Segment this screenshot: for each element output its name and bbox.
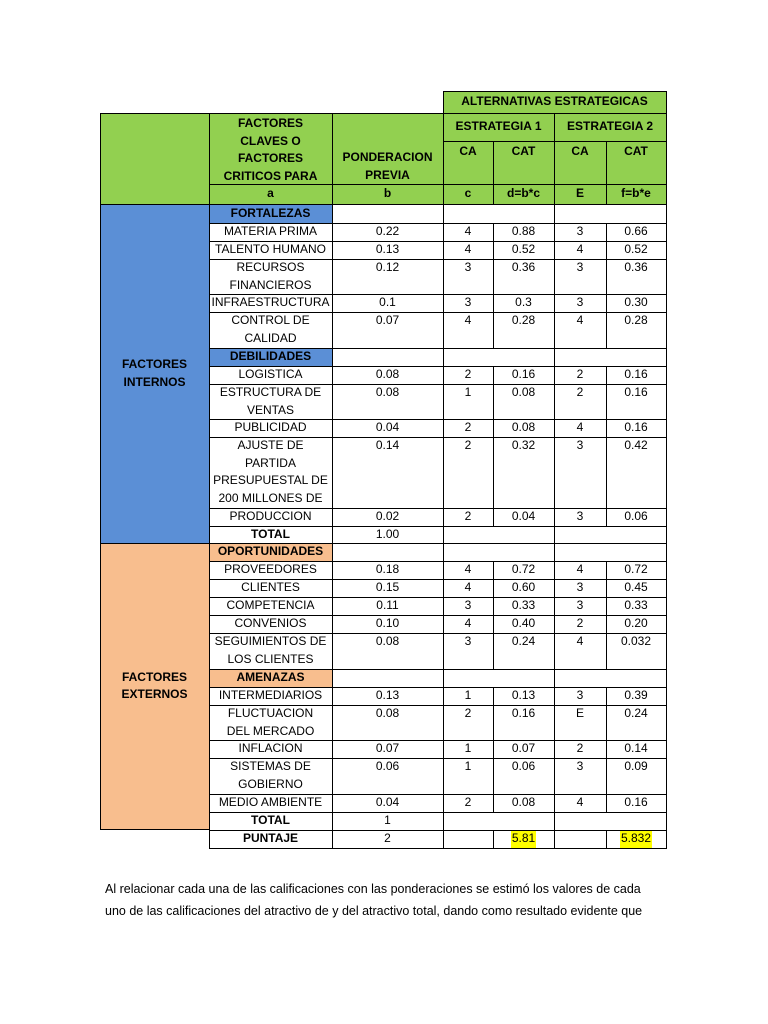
grid-line (209, 223, 667, 224)
weight-cell: 0.07 (375, 741, 400, 755)
weight-cell: 0.07 (375, 313, 400, 327)
ca2-cell: 2 (576, 367, 584, 381)
grid-line (606, 141, 607, 205)
grid-line (606, 687, 607, 813)
grid-line (100, 113, 667, 114)
cat1-cell: 0.08 (511, 795, 536, 809)
ca1-cell: 1 (464, 385, 472, 399)
grid-line (606, 223, 607, 349)
grid-line (209, 597, 667, 598)
factor-cell: CONVENIOS (234, 616, 307, 630)
ca2-cell: 3 (576, 598, 584, 612)
weight-cell: 1 (384, 813, 391, 827)
factor-cell: RECURSOS FINANCIEROS (229, 260, 312, 292)
cat2-total-highlight: 5.832 (620, 830, 652, 848)
factor-cell: CONTROL DE CALIDAD (231, 313, 310, 345)
factor-cell: TALENTO HUMANO (215, 242, 326, 256)
ca1-cell: 4 (464, 224, 472, 238)
ca2-cell: 3 (576, 759, 584, 773)
grid-line (100, 113, 101, 830)
grid-line (209, 812, 667, 813)
factor-cell: COMPETENCIA (226, 598, 315, 612)
weight-cell: 1.00 (375, 527, 400, 541)
cat1-cell: 0.33 (511, 598, 536, 612)
grid-line (209, 830, 667, 831)
cat1-total-cell (493, 830, 554, 848)
alternatives-header: ALTERNATIVAS ESTRATEGICAS (443, 91, 666, 113)
weight-cell: 0.06 (375, 759, 400, 773)
total-label: TOTAL (251, 813, 290, 827)
factor-cell: INFRAESTRUCTURA (211, 295, 330, 309)
factor-cell: FLUCTUACION DEL MERCADO (226, 706, 315, 738)
cat1-cell: 0.72 (511, 562, 536, 576)
factor-cell: PUBLICIDAD (234, 420, 307, 434)
grid-line (209, 687, 667, 688)
grid-line (209, 241, 667, 242)
paragraph-line: uno de las calificaciones del atractivo de y del atractivo total, dando como resultado evidente que (105, 904, 643, 918)
factor-cell: SISTEMAS DE GOBIERNO (230, 759, 311, 791)
cat1-cell: 0.40 (511, 616, 536, 630)
weight-cell: 0.1 (379, 295, 396, 309)
grid-line (209, 294, 667, 295)
ca1-cell: 3 (464, 634, 472, 648)
grid-line (209, 184, 667, 185)
factor-cell: PRODUCCION (229, 509, 312, 523)
ca1-cell: 4 (464, 313, 472, 327)
grid-line (209, 348, 667, 349)
ca2-cell: 4 (576, 634, 584, 648)
ca2-cell: 2 (576, 741, 584, 755)
cat2-cell: 0.20 (624, 616, 648, 630)
cat2-cell: 0.45 (624, 580, 648, 594)
weight-cell: 0.15 (375, 580, 400, 594)
ca1-cell: 1 (464, 688, 472, 702)
cat2-cell: 0.33 (624, 598, 648, 612)
ca2-cell: 3 (576, 438, 584, 452)
grid-line (209, 758, 667, 759)
ca1-cell: 4 (464, 562, 472, 576)
weight-cell: 0.08 (375, 367, 400, 381)
weight-cell: 0.10 (375, 616, 400, 630)
cat1-cell: 0.88 (511, 224, 536, 238)
ca2-cell: 4 (576, 313, 584, 327)
cat2-cell: 0.14 (624, 741, 648, 755)
ca2-cell: 3 (576, 688, 584, 702)
ca2-cell: 4 (576, 562, 584, 576)
ca2-cell: 4 (576, 420, 584, 434)
cat2-cell: 0.52 (624, 242, 648, 256)
factor-cell: CLIENTES (241, 580, 300, 594)
ca1-cell: 2 (464, 420, 472, 434)
cat2-header: CAT (606, 141, 666, 184)
cat1-header: CAT (493, 141, 554, 184)
cat1-cell: 0.16 (511, 706, 536, 720)
grid-line (209, 615, 667, 616)
code-b: b (332, 184, 443, 204)
cat1-cell: 0.60 (511, 580, 536, 594)
weight-cell: 0.08 (375, 634, 400, 648)
weight-cell: 0.08 (375, 706, 400, 720)
grid-line (209, 312, 667, 313)
grid-line (443, 91, 444, 114)
ca1-header: CA (443, 141, 493, 184)
cat2-cell: 0.66 (624, 224, 648, 238)
weight-cell: 0.14 (375, 438, 400, 452)
weight-cell: 0.12 (375, 260, 400, 274)
header-band-left (100, 113, 209, 204)
ca2-cell: 3 (576, 295, 584, 309)
ca2-cell: 3 (576, 224, 584, 238)
weight-cell: 0.04 (375, 795, 400, 809)
grid-line (493, 223, 494, 349)
grid-line (443, 141, 667, 142)
cat2-cell: 0.16 (624, 367, 648, 381)
cat2-cell: 0.72 (624, 562, 648, 576)
grid-line (209, 669, 667, 670)
cat1-cell: 0.13 (511, 688, 536, 702)
factors-header: FACTORES CLAVES O FACTORES CRITICOS PARA (209, 113, 332, 184)
section-oportunidades: OPORTUNIDADES (209, 543, 332, 561)
grid-line (209, 740, 667, 741)
factor-cell: ESTRUCTURA DE VENTAS (219, 385, 322, 417)
grid-line (209, 794, 667, 795)
grid-line (209, 384, 667, 385)
ca1-cell: 4 (464, 242, 472, 256)
section-fortalezas: FORTALEZAS (209, 204, 332, 223)
cat1-cell: 0.32 (511, 438, 536, 452)
ca2-cell: 2 (576, 616, 584, 630)
weight-cell: 0.02 (375, 509, 400, 523)
ca2-cell: 2 (576, 385, 584, 399)
cat2-cell: 0.30 (624, 295, 648, 309)
grid-line (209, 526, 667, 527)
code-a: a (209, 184, 332, 204)
cat2-cell: 0.28 (624, 313, 648, 327)
cat2-total-cell (606, 830, 666, 848)
ca2-cell: 4 (576, 242, 584, 256)
group-internos: FACTORES INTERNOS (100, 204, 209, 543)
weight-cell: 0.13 (375, 242, 400, 256)
grid-line (209, 633, 667, 634)
ca1-cell: 2 (464, 795, 472, 809)
ca1-cell: 2 (464, 438, 472, 452)
factor-cell: SEGUIMIENTOS DE LOS CLIENTES (214, 634, 327, 666)
ca2-cell: E (575, 706, 584, 720)
code-e: E (554, 184, 606, 204)
grid-line (209, 848, 667, 849)
grid-line (209, 437, 667, 438)
cat1-cell: 0.08 (511, 420, 536, 434)
grid-line (209, 705, 667, 706)
ca1-cell: 4 (464, 616, 472, 630)
strategy2-header: ESTRATEGIA 2 (554, 113, 666, 141)
code-d: d=b*c (493, 184, 554, 204)
factor-cell: AJUSTE DE PARTIDA PRESUPUESTAL DE 200 MILLONES DE (213, 438, 328, 505)
grid-line (493, 366, 494, 527)
grid-line (443, 91, 667, 92)
grid-line (209, 508, 667, 509)
cat1-cell: 0.3 (515, 295, 532, 309)
paragraph-line: Al relacionar cada una de las calificaciones con las ponderaciones se estimó los valores de cada (105, 882, 641, 896)
ca1-cell: 1 (464, 759, 472, 773)
ca2-cell: 4 (576, 795, 584, 809)
section-debilidades: DEBILIDADES (209, 348, 332, 366)
ca1-cell: 2 (464, 367, 472, 381)
weight-cell: 0.13 (375, 688, 400, 702)
ca1-cell: 2 (464, 509, 472, 523)
cat1-cell: 0.08 (511, 385, 536, 399)
grid-line (100, 543, 667, 544)
section-amenazas: AMENAZAS (209, 669, 332, 687)
cat1-cell: 0.04 (511, 509, 536, 523)
grid-line (209, 259, 667, 260)
factor-cell: MATERIA PRIMA (223, 224, 318, 238)
grid-line (606, 366, 607, 527)
factor-cell: INTERMEDIARIOS (218, 688, 323, 702)
grid-line (493, 687, 494, 813)
cat2-cell: 0.16 (624, 795, 648, 809)
grid-line (606, 830, 607, 849)
weight-cell: 0.11 (376, 598, 399, 612)
cat1-cell: 0.07 (511, 741, 536, 755)
weight-header: PONDERACION PREVIA (332, 113, 443, 184)
puntaje-label: PUNTAJE (242, 831, 299, 845)
factor-cell: INFLACION (238, 741, 303, 755)
ca2-cell: 3 (576, 260, 584, 274)
weight-cell: 0.08 (375, 385, 400, 399)
cat1-cell: 0.28 (511, 313, 536, 327)
factor-cell: LOGISTICA (238, 367, 303, 381)
cat2-cell: 0.16 (624, 385, 648, 399)
cat2-cell: 0.24 (624, 706, 648, 720)
weight-cell: 0.04 (375, 420, 400, 434)
cat2-cell: 0.09 (624, 759, 648, 773)
grid-line (606, 561, 607, 670)
cat1-cell: 0.06 (511, 759, 536, 773)
ca1-cell: 1 (464, 741, 472, 755)
grid-line (493, 141, 494, 205)
ca1-cell: 3 (464, 598, 472, 612)
code-c: c (443, 184, 493, 204)
ca1-cell: 3 (464, 260, 472, 274)
ca1-cell: 4 (464, 580, 472, 594)
grid-line (209, 419, 667, 420)
ca1-cell: 3 (464, 295, 472, 309)
grid-line (209, 579, 667, 580)
grid-line (100, 829, 210, 830)
cat1-total-highlight: 5.81 (511, 830, 536, 848)
weight-cell: 2 (384, 831, 391, 845)
cat1-cell: 0.16 (511, 367, 536, 381)
ca1-cell: 2 (464, 706, 472, 720)
ca2-cell: 3 (576, 580, 584, 594)
weight-cell: 0.22 (375, 224, 400, 238)
ca2-header: CA (554, 141, 606, 184)
cat2-cell: 0.42 (624, 438, 648, 452)
cat2-cell: 0.06 (624, 509, 648, 523)
factor-cell: MEDIO AMBIENTE (218, 795, 323, 809)
grid-line (209, 366, 667, 367)
factor-cell: PROVEEDORES (224, 562, 317, 576)
grid-line (209, 561, 667, 562)
cat2-cell: 0.032 (620, 634, 652, 648)
grid-line (493, 830, 494, 849)
total-label: TOTAL (251, 527, 290, 541)
cat2-cell: 0.36 (624, 260, 648, 274)
group-externos: FACTORES EXTERNOS (100, 543, 209, 829)
weight-cell: 0.18 (375, 562, 400, 576)
cat1-cell: 0.24 (511, 634, 536, 648)
strategy1-header: ESTRATEGIA 1 (443, 113, 554, 141)
cat1-cell: 0.52 (511, 242, 536, 256)
cat2-cell: 0.39 (624, 688, 648, 702)
grid-line (493, 561, 494, 670)
cat1-cell: 0.36 (511, 260, 536, 274)
cat2-cell: 0.16 (624, 420, 648, 434)
grid-line (100, 204, 667, 205)
code-f: f=b*e (606, 184, 666, 204)
ca2-cell: 3 (576, 509, 584, 523)
